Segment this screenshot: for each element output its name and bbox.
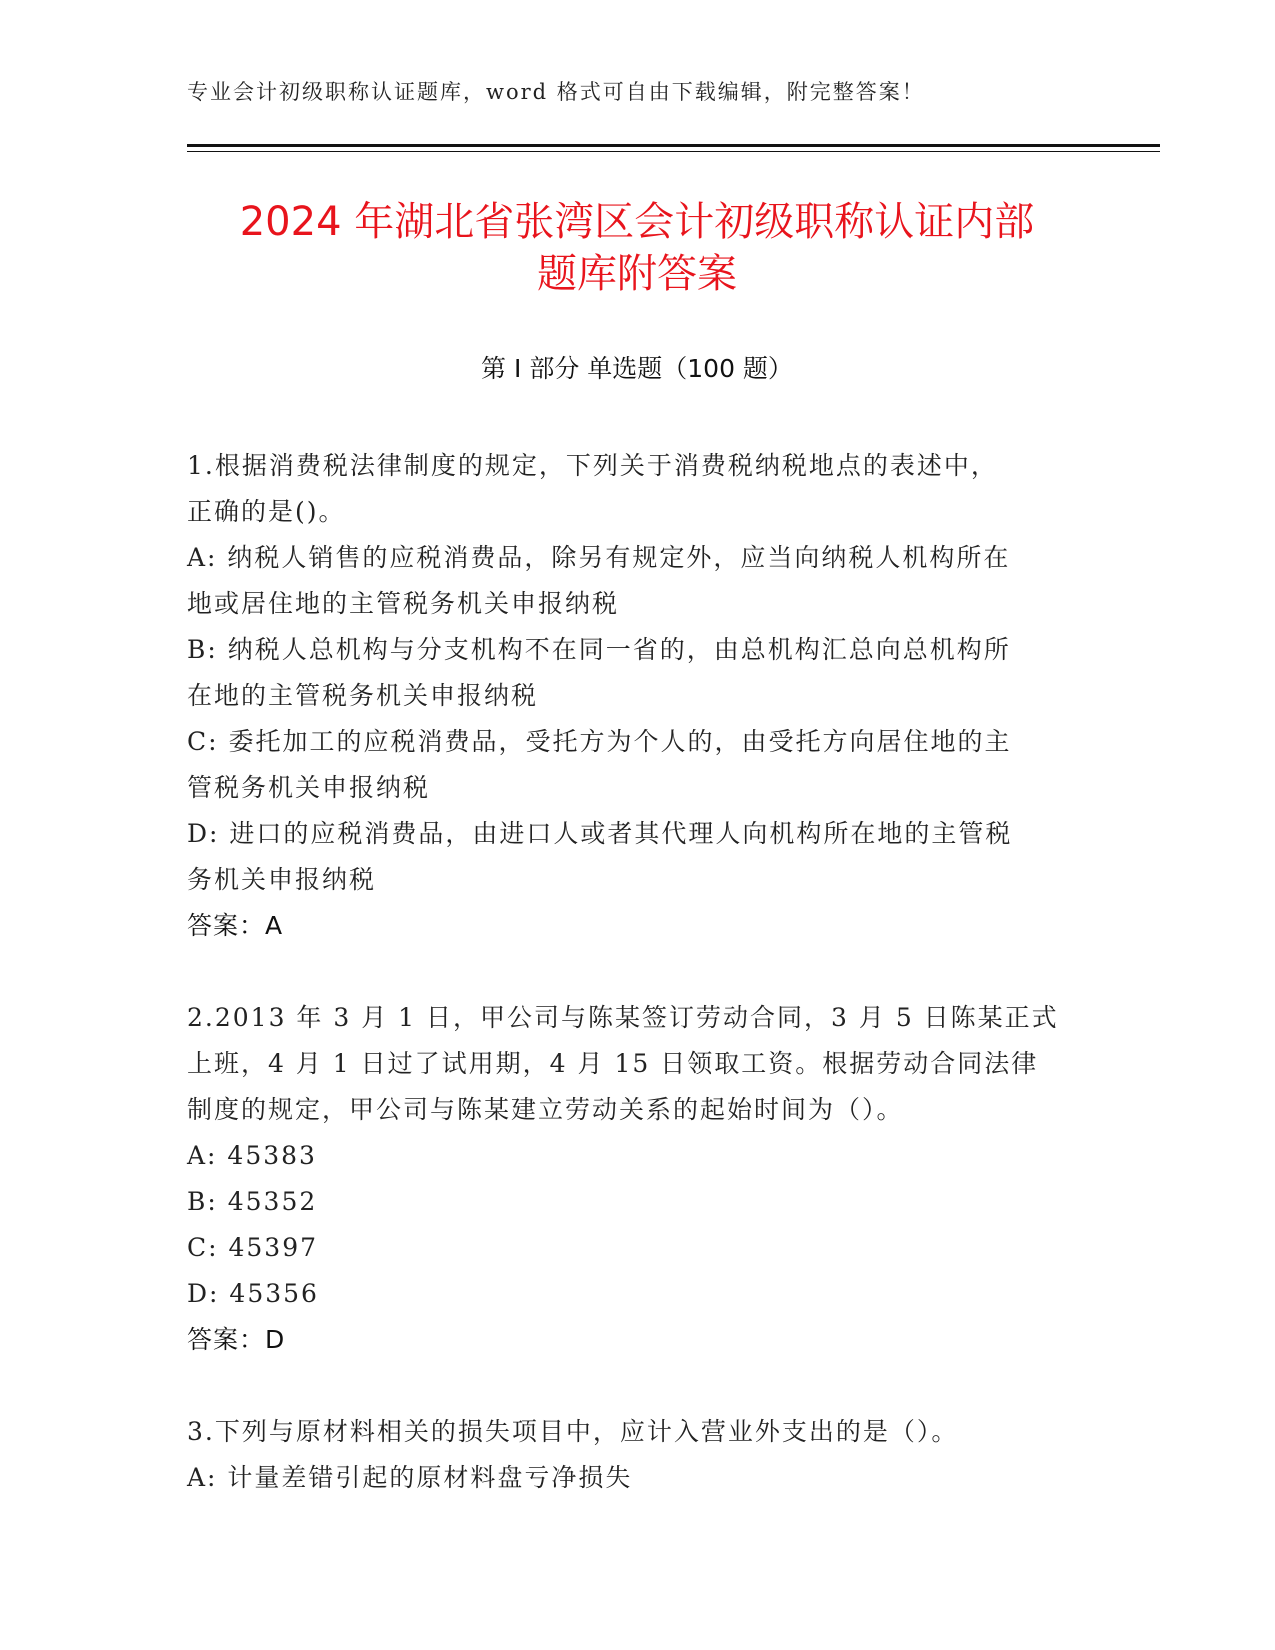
question-stem-line: 制度的规定，甲公司与陈某建立劳动关系的起始时间为（）。 (187, 1095, 904, 1124)
header-rule-thick (187, 144, 1160, 147)
option-c-line: C: 45397 (187, 1233, 319, 1262)
option-a-line: A: 计量差错引起的原材料盘亏净损失 (187, 1463, 633, 1492)
question-stem-line: 上班，4 月 1 日过了试用期，4 月 15 日领取工资。根据劳动合同法律 (187, 1049, 1039, 1078)
question-stem-line: 3.下列与原材料相关的损失项目中，应计入营业外支出的是（）。 (187, 1417, 959, 1446)
header-note: 专业会计初级职称认证题库，word 格式可自由下载编辑，附完整答案！ (187, 80, 925, 104)
option-b-line: 在地的主管税务机关申报纳税 (187, 681, 539, 710)
option-c-line: 管税务机关申报纳税 (187, 773, 431, 802)
title-line-1: 2024 年湖北省张湾区会计初级职称认证内部 (239, 199, 1035, 245)
option-a-line: A: 45383 (187, 1141, 317, 1170)
question-stem-line: 1.根据消费税法律制度的规定，下列关于消费税纳税地点的表述中， (187, 451, 998, 480)
question-2 (187, 995, 1082, 1363)
option-d-line: D: 45356 (187, 1279, 319, 1308)
answer-line: 答案：A (187, 911, 284, 940)
option-b-line: B: 45352 (187, 1187, 318, 1216)
question-stem-line: 正确的是()。 (187, 497, 346, 526)
question-stem-line: 2.2013 年 3 月 1 日，甲公司与陈某签订劳动合同，3 月 5 日陈某正式 (187, 1003, 1059, 1032)
option-d-line: D: 进口的应税消费品，由进口人或者其代理人向机构所在地的主管税 (187, 819, 1013, 848)
option-b-line: B: 纳税人总机构与分支机构不在同一省的，由总机构汇总向总机构所 (187, 635, 1011, 664)
question-list (187, 443, 1082, 1547)
section-title: 第 I 部分 单选题（100 题） (481, 354, 793, 383)
question-1 (187, 443, 1082, 949)
option-a-line: A: 纳税人销售的应税消费品，除另有规定外，应当向纳税人机构所在 (187, 543, 1011, 572)
header-rule-thin (187, 151, 1160, 152)
option-a-line: 地或居住地的主管税务机关申报纳税 (187, 589, 620, 618)
question-3 (187, 1409, 1082, 1501)
title-line-2: 题库附答案 (537, 251, 737, 297)
document-title (187, 196, 1087, 300)
option-d-line: 务机关申报纳税 (187, 865, 377, 894)
option-c-line: C: 委托加工的应税消费品，受托方为个人的，由受托方向居住地的主 (187, 727, 1012, 756)
answer-line: 答案：D (187, 1325, 286, 1354)
